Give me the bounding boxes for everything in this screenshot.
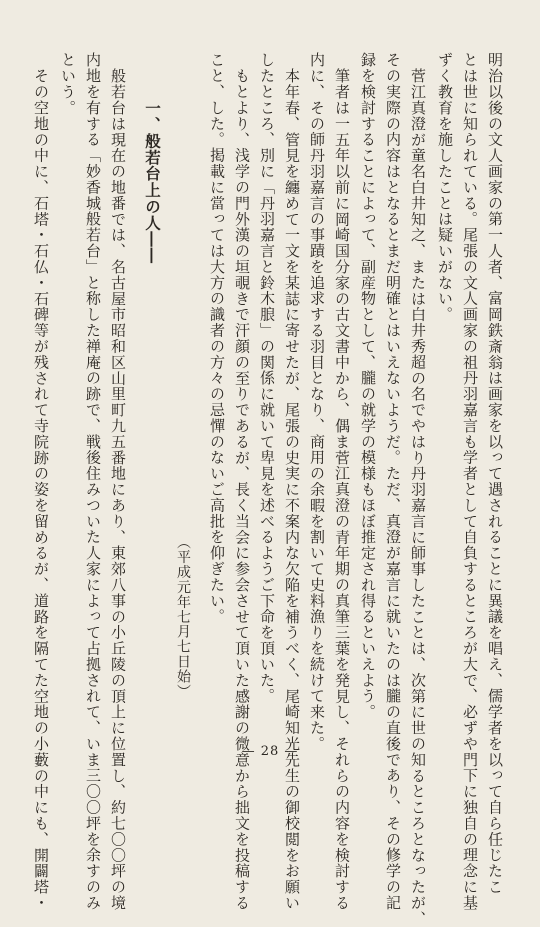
date-line: （平成元年七月七日始）: [175, 535, 191, 699]
text-column: 菅江真澄が童名白井知之、または白井秀超の名でやはり丹羽嘉言に師事したことは、次第に世の知るところとなったが、: [409, 68, 427, 927]
text-column: 内に、その師丹羽嘉言の事蹟を追求する羽目となり、商用の余暇を割いて史料漁りを続けて来た。: [308, 52, 326, 752]
text-column: という。: [59, 52, 77, 116]
text-column: 本年春、管見を纏めて一文を某誌に寄せたが、尾張の史実に不案内な欠陥を補うべく、尾崎知光先生の御校閲をお願い: [283, 68, 301, 911]
text-column: その実際の内容はとなるとまだ明確とはいえないようだ。ただ、真澄が嘉言に就いたのは朧の直後であり、その修学の記: [384, 52, 402, 911]
text-column: とは世に知られている。尾張の文人画家の祖丹羽嘉言も学者として自負するところが大で、必ずや門下に独自の理念に基: [461, 52, 479, 911]
page-number: — 28 —: [241, 744, 299, 759]
text-column: 般若台は現在の地番では、名古屋市昭和区山里町九五番地にあり、東郊八事の小丘陵の頂上に位置し、約七〇〇坪の境: [109, 68, 127, 911]
section-heading: 一、般若台上の人――: [143, 100, 162, 264]
text-column: こと、した。掲載に當っては大方の識者の方々の忌憚のないご高批を仰ぎたい。: [208, 52, 226, 625]
text-column: 内地を有する「妙香城般若台」と称した禅庵の跡で、戦後住みついた人家によって占拠されて、いま三〇〇坪を余すのみ: [84, 52, 102, 911]
text-column: 録を検討することによって、副産物として、朧の就学の模様もほぼ推定され得るといえよう。: [359, 52, 377, 720]
text-column: その空地の中に、石塔・石仏・石碑等が残されて寺院跡の姿を留めるが、道路を隔てた空地の小藪の中にも、開闢塔・: [32, 68, 50, 911]
text-column: 筆者は一五年以前に岡崎国分家の古文書中から、偶ま菅江真澄の青年期の真筆三葉を発見し、それらの内容を検討する: [333, 68, 351, 911]
text-column: もとより、浅学の門外漢の垣覗きで汗顔の至りであるが、長く当会に参会させて頂いた感謝の微意から拙文を投稿する: [233, 68, 251, 911]
text-column: ずく教育を施したことは疑いがない。: [436, 52, 454, 323]
text-column: 明治以後の文人画家の第一人者、富岡鉄斎翁は画家を以って遇されることに異議を唱え、儒学者を以って自ら任じたこ: [486, 52, 504, 895]
text-column: したところ、別に「丹羽嘉言と鈴木朖」の関係に就いて卑見を述べるようご下命を頂いた。: [258, 52, 276, 704]
